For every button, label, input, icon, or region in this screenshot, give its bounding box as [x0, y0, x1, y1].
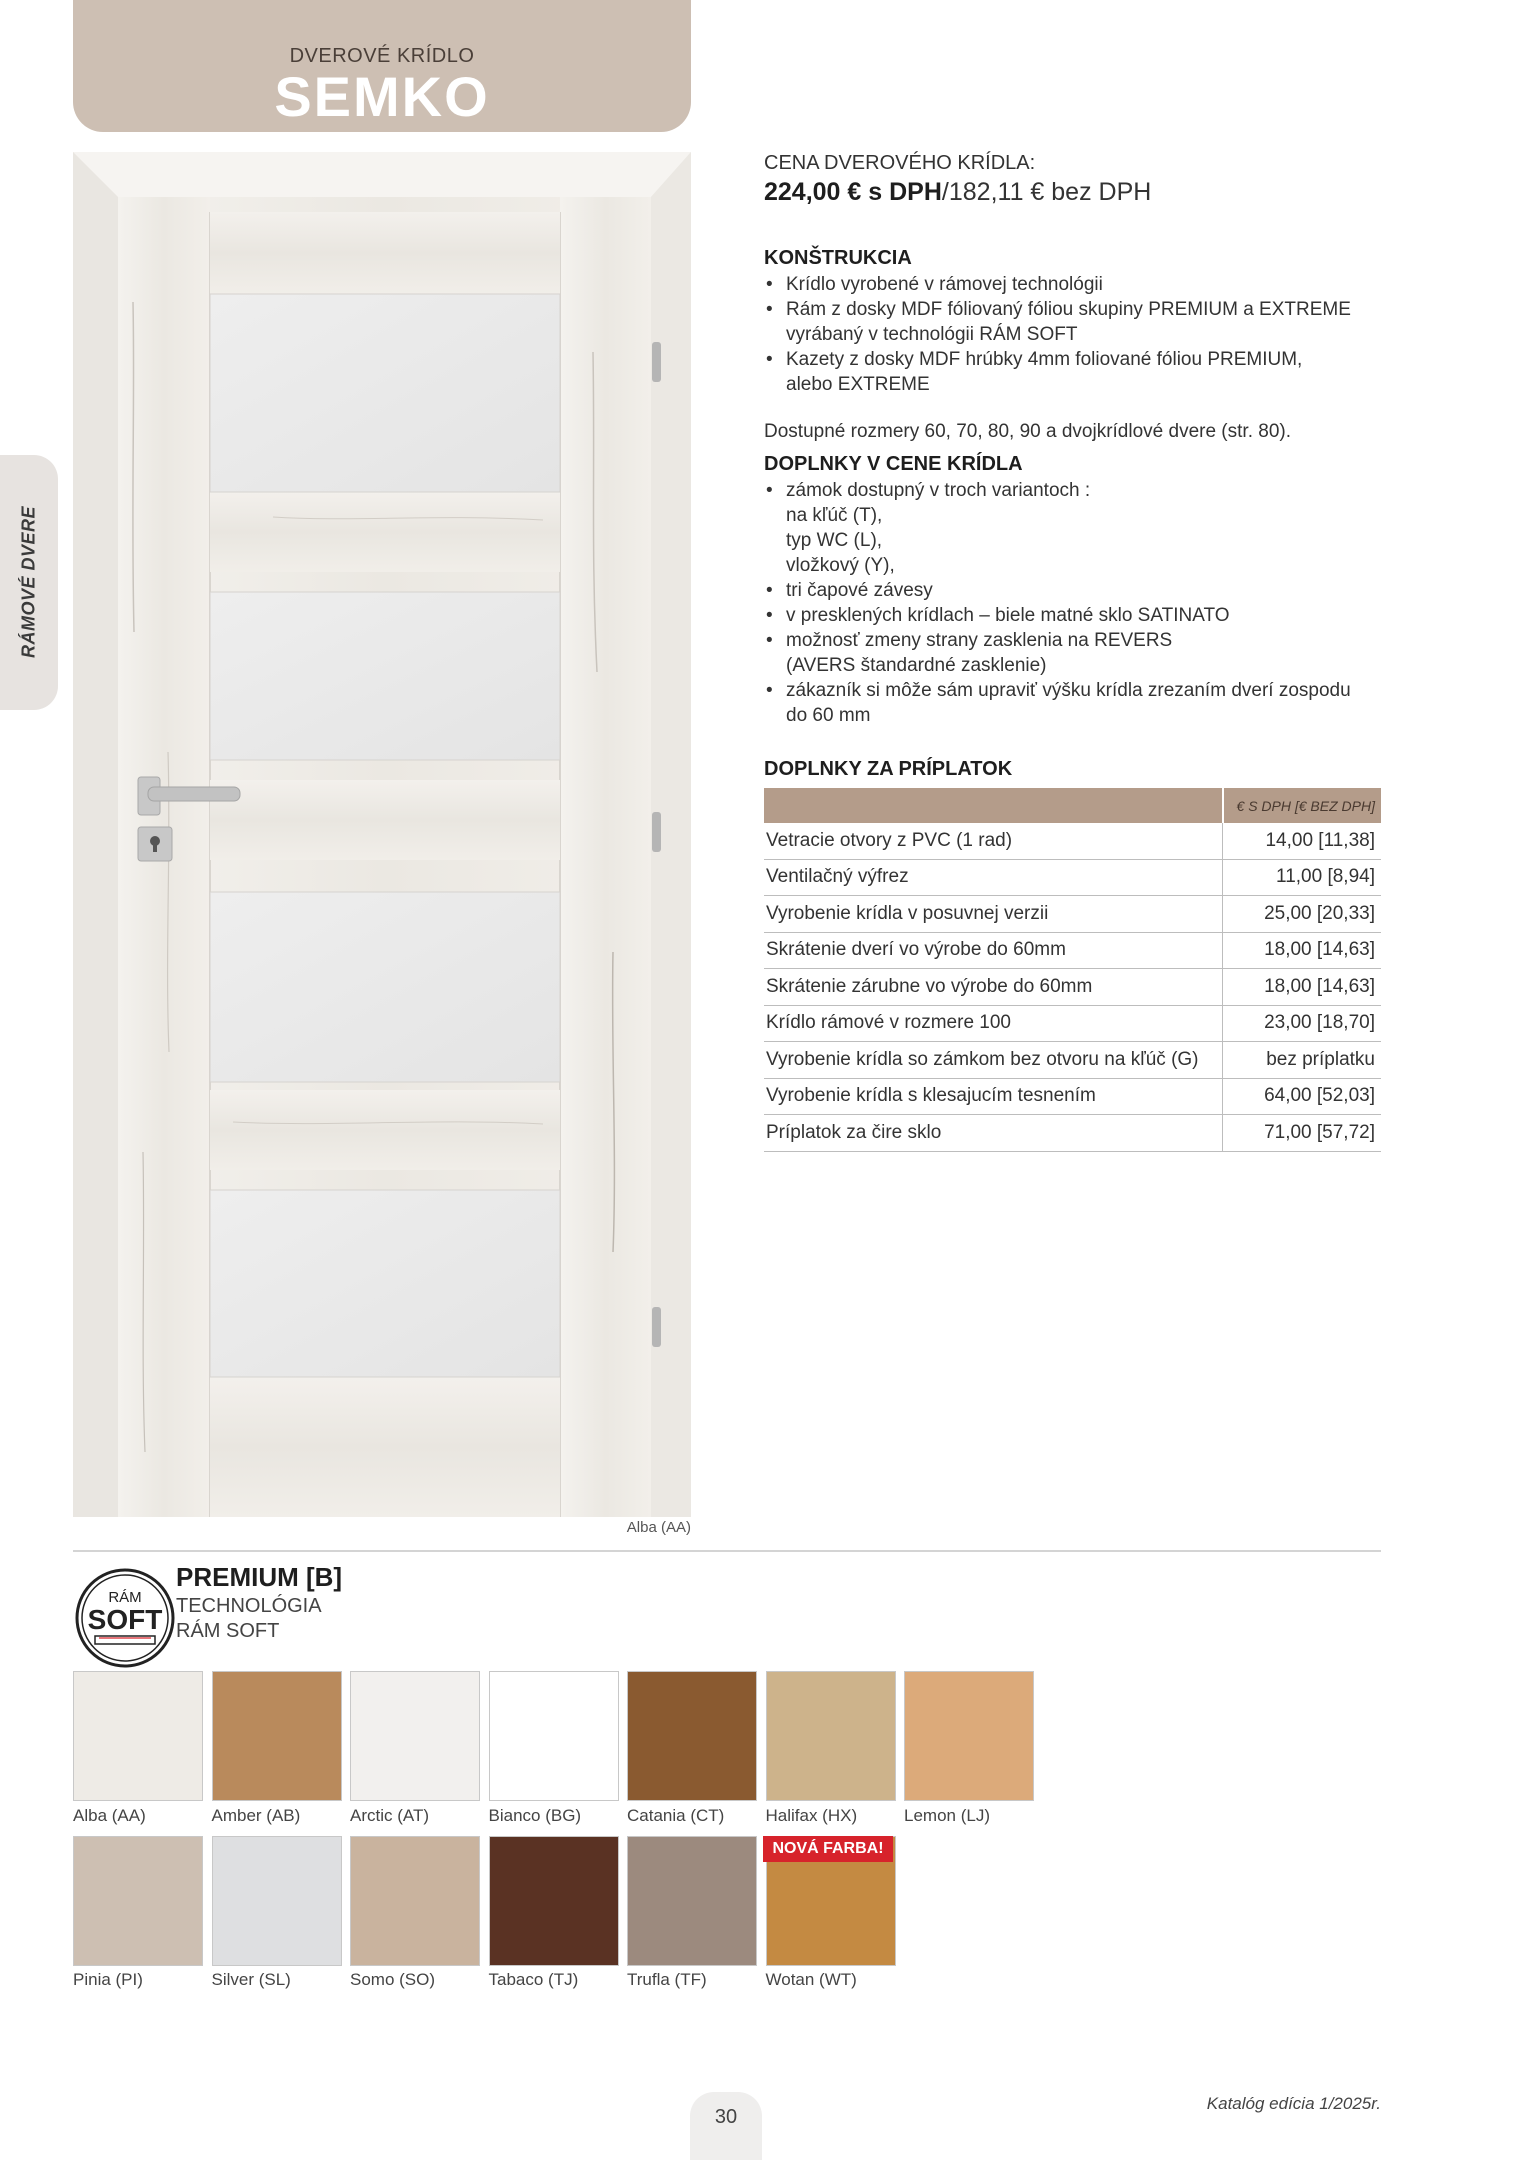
door-image: [73, 152, 691, 1517]
swatch-label: Alba (AA): [73, 1806, 146, 1825]
included-title: DOPLNKY V CENE KRÍDLA: [764, 453, 1023, 475]
table-row: [764, 1078, 1381, 1115]
construction-list: [764, 272, 1384, 397]
swatch-label: Trufla (TF): [627, 1970, 707, 1989]
table-row: [764, 823, 1381, 859]
surcharge-price: 25,00 [20,33]: [1223, 896, 1382, 933]
surcharge-item: Ventilačný výfrez: [764, 859, 1223, 896]
table-row: [764, 1005, 1381, 1042]
surcharge-item: Skrátenie zárubne vo výrobe do 60mm: [764, 969, 1223, 1006]
swatch-label: Arctic (AT): [350, 1806, 430, 1825]
price-label: CENA DVEROVÉHO KRÍDLA:: [764, 152, 1036, 174]
color-swatch[interactable]: [489, 1671, 619, 1801]
swatch-label: Amber (AB): [211, 1806, 301, 1825]
product-title: SEMKO: [274, 65, 490, 128]
ram-soft-badge: [73, 1566, 183, 1676]
swatch-label: Tabaco (TJ): [488, 1970, 579, 1989]
premium-technology: [176, 1594, 322, 1644]
color-swatch[interactable]: [73, 1836, 203, 1966]
catalog-edition: Katalóg edícia 1/2025r.: [1206, 2094, 1381, 2113]
surcharge-item: Vyrobenie krídla v posuvnej verzii: [764, 896, 1223, 933]
list-item: • Krídlo vyrobené v rámovej technológii: [764, 272, 1384, 297]
price-line: [764, 178, 1151, 207]
section-divider: [73, 1550, 1381, 1552]
construction-title: KONŠTRUKCIA: [764, 247, 912, 269]
color-swatch[interactable]: [350, 1671, 480, 1801]
svg-text:SOFT: SOFT: [87, 1604, 163, 1635]
technology-line: RÁM SOFT: [176, 1620, 280, 1642]
list-item: • v presklených krídlach – biele matné sklo SATINATO: [764, 603, 1384, 628]
price-with-vat: 224,00 € s DPH: [764, 178, 942, 206]
svg-text:RÁM: RÁM: [108, 1589, 142, 1606]
color-swatch[interactable]: [766, 1671, 896, 1801]
swatch-label: Somo (SO): [350, 1970, 436, 1989]
swatch-label: Pinia (PI): [73, 1970, 143, 1989]
new-color-badge: NOVÁ FARBA!: [763, 1836, 893, 1862]
table-row: [764, 859, 1381, 896]
surcharge-price: 71,00 [57,72]: [1223, 1115, 1382, 1152]
color-swatch[interactable]: [73, 1671, 203, 1801]
list-item: • Rám z dosky MDF fóliovaný fóliou skupiny PREMIUM a EXTREME vyrábaný v technológii RÁM SOFT: [764, 297, 1384, 347]
color-swatch[interactable]: [627, 1671, 757, 1801]
surcharge-price: 64,00 [52,03]: [1223, 1078, 1382, 1115]
table-header-row: [764, 788, 1381, 823]
color-swatch[interactable]: [212, 1671, 342, 1801]
color-swatch[interactable]: [350, 1836, 480, 1966]
table-header-price: € S DPH [€ BEZ DPH]: [1223, 788, 1382, 823]
surcharge-price: 18,00 [14,63]: [1223, 932, 1382, 969]
ram-soft-icon: [73, 1566, 183, 1676]
color-swatch[interactable]: [212, 1836, 342, 1966]
surcharge-item: Vyrobenie krídla s klesajucím tesnením: [764, 1078, 1223, 1115]
color-swatch[interactable]: [904, 1671, 1034, 1801]
table-row: [764, 1042, 1381, 1079]
swatch-label: Lemon (LJ): [904, 1806, 990, 1825]
swatch-label: Catania (CT): [627, 1806, 725, 1825]
swatch-label: Wotan (WT): [765, 1970, 857, 1989]
surcharge-price: 18,00 [14,63]: [1223, 969, 1382, 1006]
door-illustration: [73, 152, 691, 1517]
table-row: [764, 1115, 1381, 1152]
surcharge-price: 14,00 [11,38]: [1223, 823, 1382, 859]
technology-line: TECHNOLÓGIA: [176, 1595, 322, 1617]
sizes-text: Dostupné rozmery 60, 70, 80, 90 a dvojkrídlové dvere (str. 80).: [764, 421, 1291, 442]
side-category-label: RÁMOVÉ DVERE: [18, 505, 39, 659]
included-list: [764, 478, 1384, 728]
table-row: [764, 932, 1381, 969]
swatch-label: Silver (SL): [211, 1970, 291, 1989]
door-color-caption: Alba (AA): [626, 1519, 691, 1536]
color-swatch[interactable]: [627, 1836, 757, 1966]
price-without-vat: 182,11 € bez DPH: [948, 178, 1152, 206]
list-item: • tri čapové závesy: [764, 578, 1384, 603]
surcharges-title: DOPLNKY ZA PRÍPLATOK: [764, 758, 1013, 780]
price-separator: /: [941, 178, 949, 206]
surcharge-price: bez príplatku: [1223, 1042, 1382, 1079]
product-category: DVEROVÉ KRÍDLO: [289, 45, 475, 67]
premium-title: PREMIUM [B]: [176, 1562, 343, 1592]
table-header-item: [764, 788, 1223, 823]
side-category-tab[interactable]: [0, 455, 58, 710]
swatch-label: Halifax (HX): [765, 1806, 858, 1825]
surcharge-price: 23,00 [18,70]: [1223, 1005, 1382, 1042]
page-number: 30: [714, 2106, 738, 2128]
surcharge-item: Skrátenie dverí vo výrobe do 60mm: [764, 932, 1223, 969]
list-item: • možnosť zmeny strany zasklenia na REVERS (AVERS štandardné zasklenie): [764, 628, 1384, 678]
list-item: • zámok dostupný v troch variantoch : na kľúč (T), typ WC (L), vložkový (Y),: [764, 478, 1384, 578]
surcharge-price: 11,00 [8,94]: [1223, 859, 1382, 896]
color-swatch[interactable]: [489, 1836, 619, 1966]
list-item: • zákazník si môže sám upraviť výšku krídla zrezaním dverí zospodu do 60 mm: [764, 678, 1384, 728]
surcharge-item: Krídlo rámové v rozmere 100: [764, 1005, 1223, 1042]
table-row: [764, 969, 1381, 1006]
surcharges-table: [764, 788, 1381, 1152]
surcharge-item: Vyrobenie krídla so zámkom bez otvoru na kľúč (G): [764, 1042, 1223, 1079]
swatch-label: Bianco (BG): [488, 1806, 582, 1825]
table-row: [764, 896, 1381, 933]
page-number-tab: [690, 2092, 762, 2160]
surcharge-item: Príplatok za čire sklo: [764, 1115, 1223, 1152]
surcharge-item: Vetracie otvory z PVC (1 rad): [764, 823, 1223, 859]
list-item: • Kazety z dosky MDF hrúbky 4mm foliované fóliou PREMIUM, alebo EXTREME: [764, 347, 1384, 397]
header-tab: [73, 0, 691, 132]
